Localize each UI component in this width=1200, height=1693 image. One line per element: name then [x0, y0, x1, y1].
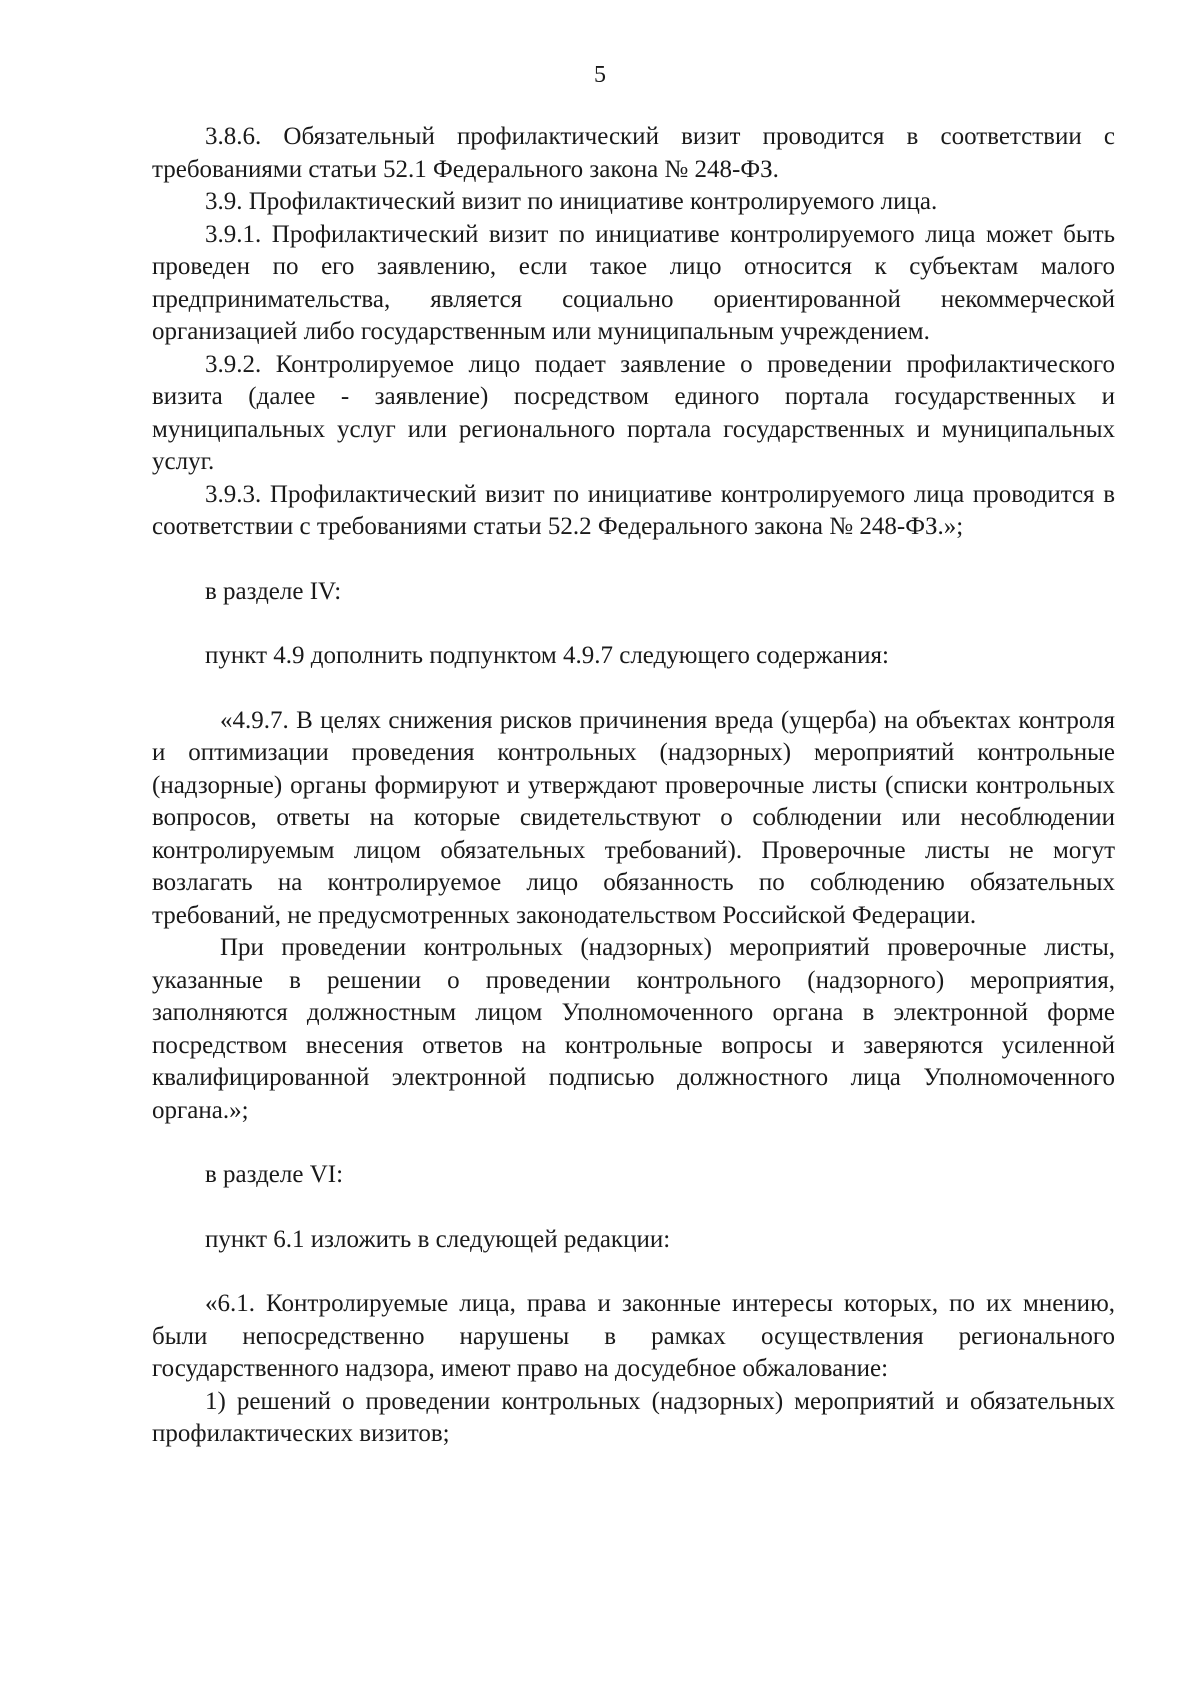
paragraph-3-9-1: 3.9.1. Профилактический визит по инициативе контролируемого лица может быть проведен по его заявлению, если такое лицо относится к субъектам малого предпринимательства, является социально ориентированной некоммерческой организацией либо государственным или муниципальным учреждением. — [152, 220, 1115, 345]
paragraph-3-8-6: 3.8.6. Обязательный профилактический визит проводится в соответствии с требованиями статьи 52.1 Федерального закона № 248-ФЗ. — [152, 123, 1115, 183]
spacer — [152, 1127, 1115, 1159]
paragraph-3-9: 3.9. Профилактический визит по инициативе контролируемого лица. — [205, 188, 938, 215]
paragraph-6-1-item-1: 1) решений о проведении контрольных (надзорных) мероприятий и обязательных профилактических визитов; — [152, 1387, 1115, 1447]
paragraph-4-9-7: «4.9.7. В целях снижения рисков причинения вреда (ущерба) на объектах контроля и оптимизации проведения контрольных (надзорных) мероприятий контрольные (надзорные) органы формируют и утверждают проверочные листы (списки контрольных вопросов, ответы на которые свидетельствуют о соблюдении или несоблюдении контролируемым лицом обязательных требований). Проверочные листы не могут возлагать на контролируемое лицо обязанность по соблюдению обязательных требований, не предусмотренных законодательством Российской Федерации. — [152, 706, 1115, 929]
spacer — [152, 608, 1115, 640]
paragraph-3-9-3: 3.9.3. Профилактический визит по инициативе контролируемого лица проводится в соответствии с требованиями статьи 52.2 Федерального закона № 248-ФЗ.»; — [152, 480, 1115, 540]
paragraph-checklists: При проведении контрольных (надзорных) мероприятий проверочные листы, указанные в решении о проведении контрольного (надзорного) мероприятия, заполняются должностным лицом Уполномоченного органа в электронной форме посредством внесения ответов на контрольные вопросы и заверяются усиленной квалифицированной электронной подписью должностного лица Уполномоченного органа.»; — [152, 934, 1115, 1124]
paragraph-3-9-2: 3.9.2. Контролируемое лицо подает заявление о проведении профилактического визита (далее - заявление) посредством единого портала государственных и муниципальных услуг или регионального портала государственных и муниципальных услуг. — [152, 350, 1115, 475]
spacer — [152, 544, 1115, 576]
spacer — [152, 1192, 1115, 1224]
item-4-9-instruction: пункт 4.9 дополнить подпунктом 4.9.7 следующего содержания: — [205, 642, 889, 669]
item-6-1-instruction: пункт 6.1 изложить в следующей редакции: — [205, 1225, 671, 1253]
spacer — [152, 673, 1115, 705]
page-number: 5 — [594, 62, 606, 88]
paragraph-6-1: «6.1. Контролируемые лица, права и законные интересы которых, по их мнению, были непосредственно нарушены в рамках осуществления регионального государственного надзора, имеют право на досудебное обжалование: — [152, 1290, 1115, 1382]
document-body — [152, 121, 1115, 1451]
section-iv-heading: в разделе IV: — [205, 577, 342, 605]
section-vi-heading: в разделе VI: — [205, 1161, 344, 1188]
spacer — [152, 1256, 1115, 1288]
